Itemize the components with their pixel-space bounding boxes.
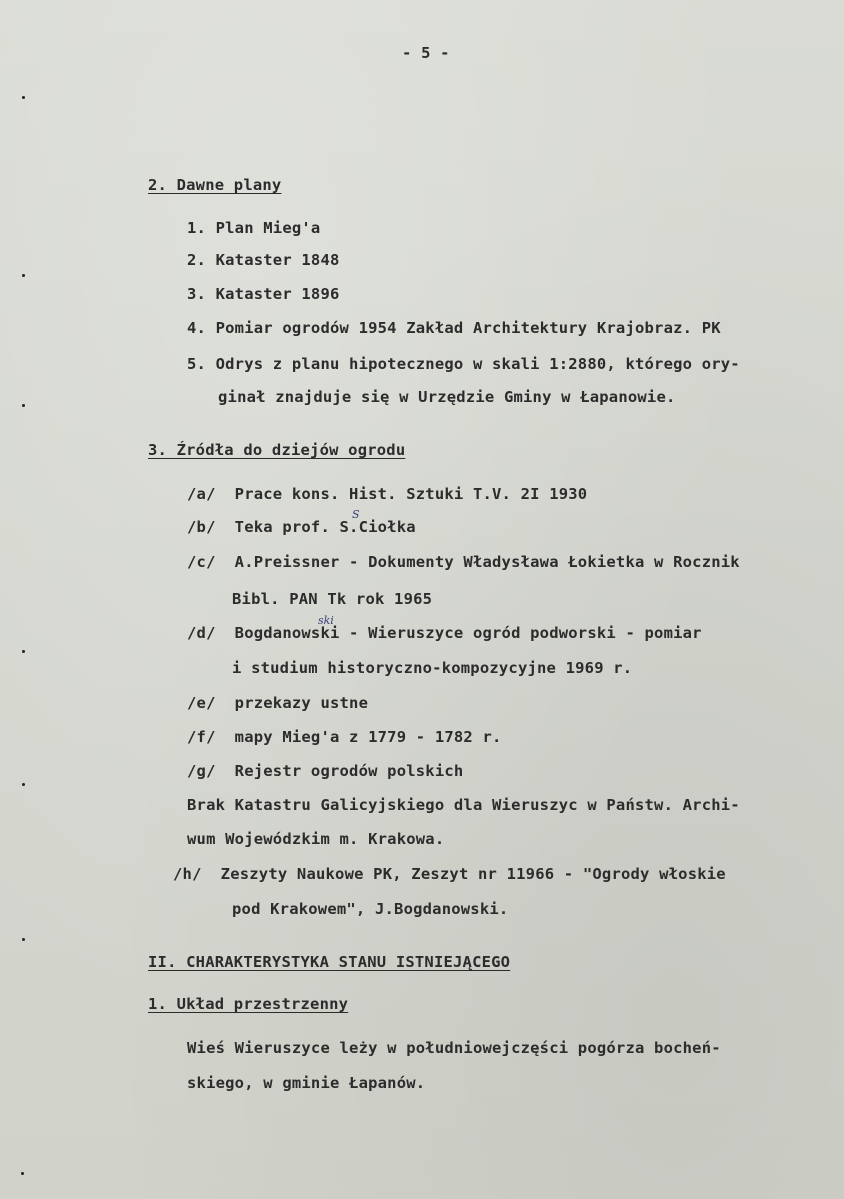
- list-item: 2. Kataster 1848: [187, 251, 340, 269]
- body-text: Wieś Wieruszyce leży w południowejczęści pogórza bocheń-: [187, 1039, 721, 1057]
- source-item-continuation: i studium historyczno-kompozycyjne 1969 r.: [232, 659, 633, 677]
- margin-speck: [22, 404, 25, 407]
- source-item: /f/ mapy Mieg'a z 1779 - 1782 r.: [187, 728, 502, 746]
- source-item: /h/ Zeszyty Naukowe PK, Zeszyt nr 11966 - "Ogrody włoskie: [173, 865, 726, 883]
- source-item: /e/ przekazy ustne: [187, 694, 369, 712]
- source-item: /b/ Teka prof. S.Ciołka: [187, 518, 416, 536]
- margin-speck: [22, 274, 25, 277]
- page-number: - 5 -: [402, 44, 450, 62]
- margin-speck: [22, 783, 25, 786]
- source-item-continuation: pod Krakowem", J.Bogdanowski.: [232, 900, 509, 918]
- section-heading-uklad: 1. Układ przestrzenny: [148, 995, 349, 1013]
- source-note: Brak Katastru Galicyjskiego dla Wieruszyc w Państw. Archi-: [187, 796, 740, 814]
- list-item: 3. Kataster 1896: [187, 285, 340, 303]
- source-item-continuation: Bibl. PAN Tk rok 1965: [232, 590, 433, 608]
- margin-speck: [22, 650, 25, 653]
- margin-speck: [21, 1172, 24, 1175]
- body-text: skiego, w gminie Łapanów.: [187, 1074, 426, 1092]
- list-item: 1. Plan Mieg'a: [187, 219, 321, 237]
- handwritten-annotation: S: [352, 508, 360, 521]
- margin-speck: [22, 96, 25, 99]
- margin-speck: [22, 938, 25, 941]
- list-item: 4. Pomiar ogrodów 1954 Zakład Architektury Krajobraz. PK: [187, 319, 721, 337]
- source-item: /g/ Rejestr ogrodów polskich: [187, 762, 464, 780]
- section-heading-dawne-plany: 2. Dawne plany: [148, 176, 282, 194]
- list-item: 5. Odrys z planu hipotecznego w skali 1:2880, którego ory-: [187, 355, 740, 373]
- source-note-continuation: wum Wojewódzkim m. Krakowa.: [187, 830, 445, 848]
- list-item-continuation: ginał znajduje się w Urzędzie Gminy w Łapanowie.: [218, 388, 676, 406]
- handwritten-annotation: ski: [318, 614, 334, 627]
- source-item: /a/ Prace kons. Hist. Sztuki T.V. 2I 1930: [187, 485, 588, 503]
- source-item: /c/ A.Preissner - Dokumenty Władysława Łokietka w Rocznik: [187, 553, 740, 571]
- source-item: /d/ Bogdanowski - Wieruszyce ogród podworski - pomiar: [187, 624, 702, 642]
- chapter-heading: II. CHARAKTERYSTYKA STANU ISTNIEJĄCEGO: [148, 953, 511, 971]
- section-heading-zrodla: 3. Źródła do dziejów ogrodu: [148, 441, 406, 459]
